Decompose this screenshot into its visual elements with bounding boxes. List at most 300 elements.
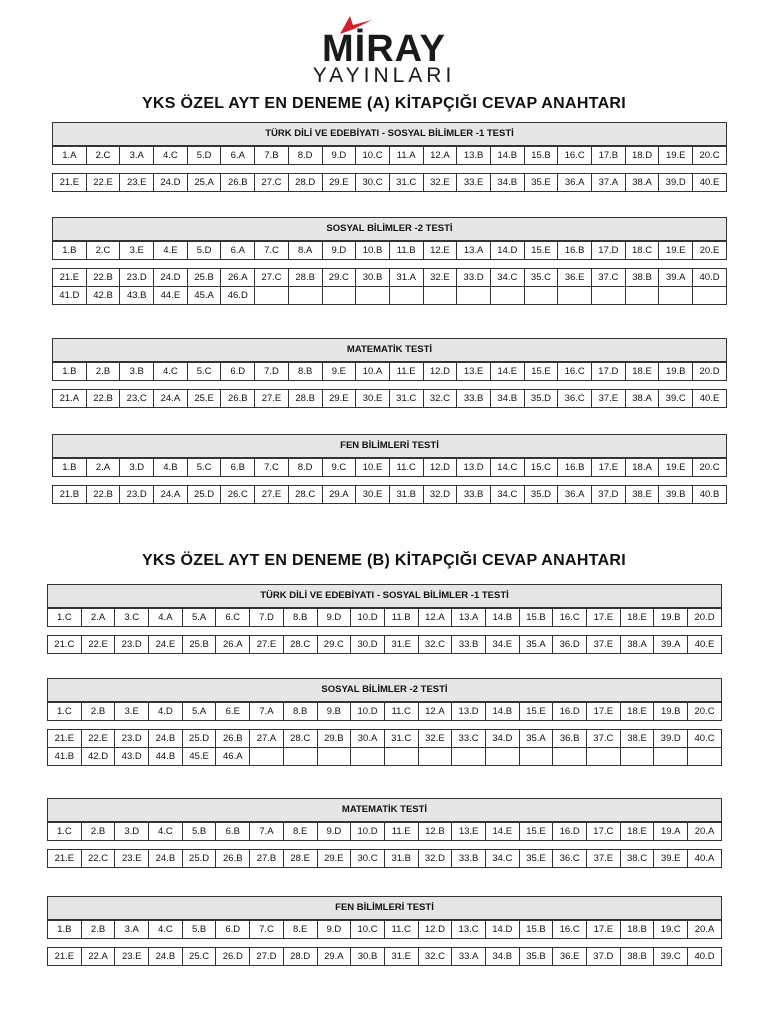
- answer-cell: 8.D: [288, 459, 322, 477]
- answer-cell: 6.B: [216, 823, 250, 841]
- answer-cell: 25.A: [187, 174, 221, 192]
- answer-cell: 7.C: [250, 921, 284, 939]
- answer-cell: 27.E: [250, 636, 284, 654]
- answer-cell: 26.B: [221, 174, 255, 192]
- answer-cell: 41.D: [53, 287, 87, 305]
- publisher-logo: [0, 12, 768, 86]
- answer-cell: 36.A: [558, 174, 592, 192]
- answer-cell: 3.E: [120, 242, 154, 260]
- answer-cell: 28.C: [283, 636, 317, 654]
- answer-cell: 20.E: [693, 242, 727, 260]
- answer-cell: 32.C: [418, 948, 452, 966]
- answer-row: [52, 458, 727, 477]
- answer-cell: 30.A: [351, 730, 385, 748]
- answer-cell: 24.A: [154, 390, 188, 408]
- answer-cell: 45.A: [187, 287, 221, 305]
- answer-cell: 10.B: [356, 242, 390, 260]
- answer-cell: 6.D: [221, 363, 255, 381]
- answer-cell: 39.A: [659, 269, 693, 287]
- answer-cell: 32.E: [418, 730, 452, 748]
- answer-cell: 20.C: [693, 147, 727, 165]
- answer-cell: 37.A: [592, 174, 626, 192]
- section-title: SOSYAL BİLİMLER -2 TESTİ: [52, 217, 727, 241]
- answer-cell: 24.B: [149, 730, 183, 748]
- answer-cell: 39.C: [659, 390, 693, 408]
- answer-cell: 40.E: [693, 174, 727, 192]
- empty-cell: [693, 287, 727, 305]
- answer-cell: 37.E: [587, 850, 621, 868]
- answer-cell: 34.C: [490, 269, 524, 287]
- booklet-b-section-3: [47, 798, 722, 868]
- section-title: MATEMATİK TESTİ: [47, 798, 722, 822]
- logo-main-text: MİRAY: [322, 28, 446, 70]
- answer-cell: 15.E: [519, 823, 553, 841]
- answer-cell: 22.C: [81, 850, 115, 868]
- answer-cell: 40.D: [688, 948, 722, 966]
- answer-cell: 4.C: [149, 921, 183, 939]
- answer-cell: 9.D: [322, 147, 356, 165]
- answer-cell: 17.C: [587, 823, 621, 841]
- answer-cell: 31.E: [384, 636, 418, 654]
- answer-cell: 37.E: [587, 636, 621, 654]
- answer-cell: 19.A: [654, 823, 688, 841]
- answer-cell: 2.C: [86, 147, 120, 165]
- answer-cell: 44.B: [149, 748, 183, 766]
- answer-cell: 19.C: [654, 921, 688, 939]
- answer-cell: 46.A: [216, 748, 250, 766]
- answer-row: [47, 947, 722, 966]
- answer-cell: 5.D: [187, 242, 221, 260]
- answer-cell: 7.C: [255, 242, 289, 260]
- answer-cell: 30.E: [356, 390, 390, 408]
- answer-cell: 36.E: [558, 269, 592, 287]
- answer-cell: 8.B: [283, 609, 317, 627]
- answer-cell: 5.B: [182, 823, 216, 841]
- answer-cell: 19.E: [659, 147, 693, 165]
- answer-cell: 40.B: [693, 486, 727, 504]
- answer-row: [47, 635, 722, 654]
- answer-cell: 16.D: [553, 823, 587, 841]
- empty-cell: [418, 748, 452, 766]
- answer-cell: 22.B: [86, 486, 120, 504]
- empty-cell: [524, 287, 558, 305]
- answer-cell: 8.A: [288, 242, 322, 260]
- answer-row: [47, 702, 722, 721]
- answer-cell: 25.B: [187, 269, 221, 287]
- empty-cell: [490, 287, 524, 305]
- answer-cell: 21.E: [48, 948, 82, 966]
- answer-cell: 2.B: [81, 823, 115, 841]
- empty-cell: [356, 287, 390, 305]
- answer-row: [47, 608, 722, 627]
- answer-cell: 34.D: [485, 730, 519, 748]
- answer-cell: 42.B: [86, 287, 120, 305]
- answer-cell: 42.D: [81, 748, 115, 766]
- booklet-b-section-2: [47, 678, 722, 766]
- empty-cell: [625, 287, 659, 305]
- answer-cell: 27.D: [250, 948, 284, 966]
- answer-cell: 14.E: [490, 363, 524, 381]
- answer-cell: 35.E: [519, 850, 553, 868]
- answer-cell: 31.B: [384, 850, 418, 868]
- answer-cell: 2.B: [86, 363, 120, 381]
- answer-cell: 17.E: [587, 609, 621, 627]
- answer-row: [52, 146, 727, 165]
- answer-cell: 26.D: [216, 948, 250, 966]
- answer-cell: 29.C: [322, 269, 356, 287]
- answer-cell: 3.B: [120, 363, 154, 381]
- answer-cell: 32.C: [418, 636, 452, 654]
- answer-cell: 18.E: [620, 823, 654, 841]
- answer-cell: 35.D: [524, 390, 558, 408]
- answer-cell: 20.C: [693, 459, 727, 477]
- answer-cell: 40.A: [688, 850, 722, 868]
- empty-cell: [519, 748, 553, 766]
- answer-cell: 22.E: [81, 730, 115, 748]
- answer-cell: 3.A: [120, 147, 154, 165]
- answer-cell: 28.B: [288, 390, 322, 408]
- answer-cell: 41.B: [48, 748, 82, 766]
- answer-cell: 34.B: [490, 174, 524, 192]
- answer-cell: 26.A: [216, 636, 250, 654]
- answer-cell: 25.D: [182, 730, 216, 748]
- answer-cell: 30.D: [351, 636, 385, 654]
- empty-cell: [384, 748, 418, 766]
- answer-cell: 37.D: [592, 486, 626, 504]
- answer-cell: 29.E: [317, 850, 351, 868]
- answer-cell: 11.B: [389, 242, 423, 260]
- answer-cell: 7.D: [255, 363, 289, 381]
- answer-cell: 26.C: [221, 486, 255, 504]
- answer-cell: 17.E: [587, 703, 621, 721]
- answer-cell: 19.E: [659, 459, 693, 477]
- answer-cell: 9.E: [322, 363, 356, 381]
- empty-cell: [558, 287, 592, 305]
- answer-cell: 33.B: [457, 486, 491, 504]
- answer-cell: 27.C: [255, 269, 289, 287]
- answer-cell: 9.D: [322, 242, 356, 260]
- answer-cell: 13.D: [457, 459, 491, 477]
- answer-cell: 14.D: [490, 242, 524, 260]
- answer-cell: 12.A: [423, 147, 457, 165]
- answer-cell: 4.C: [154, 147, 188, 165]
- answer-row: [47, 849, 722, 868]
- empty-cell: [620, 748, 654, 766]
- answer-cell: 6.A: [221, 147, 255, 165]
- answer-cell: 43.B: [120, 287, 154, 305]
- answer-cell: 8.B: [283, 703, 317, 721]
- answer-cell: 9.D: [317, 823, 351, 841]
- answer-cell: 24.B: [149, 948, 183, 966]
- answer-cell: 18.E: [625, 363, 659, 381]
- booklet-b-section-4: [47, 896, 722, 966]
- answer-cell: 7.A: [250, 823, 284, 841]
- booklet-a-section-1: [52, 122, 727, 192]
- answer-cell: 33.D: [457, 269, 491, 287]
- answer-cell: 29.A: [317, 948, 351, 966]
- answer-cell: 12.E: [423, 242, 457, 260]
- answer-cell: 21.C: [48, 636, 82, 654]
- booklet-a-section-2: [52, 217, 727, 305]
- answer-cell: 19.E: [659, 242, 693, 260]
- answer-cell: 7.D: [250, 609, 284, 627]
- answer-cell: 16.C: [558, 147, 592, 165]
- answer-cell: 23.D: [115, 730, 149, 748]
- answer-cell: 36.C: [553, 850, 587, 868]
- answer-cell: 2.A: [86, 459, 120, 477]
- empty-cell: [553, 748, 587, 766]
- answer-cell: 20.C: [688, 703, 722, 721]
- answer-cell: 3.A: [115, 921, 149, 939]
- answer-cell: 33.B: [452, 636, 486, 654]
- answer-cell: 29.C: [317, 636, 351, 654]
- empty-cell: [592, 287, 626, 305]
- answer-cell: 27.E: [255, 486, 289, 504]
- answer-cell: 21.E: [48, 730, 82, 748]
- answer-cell: 21.A: [53, 390, 87, 408]
- answer-cell: 23.E: [120, 174, 154, 192]
- answer-cell: 21.E: [53, 269, 87, 287]
- answer-cell: 44.E: [154, 287, 188, 305]
- answer-cell: 23.E: [115, 948, 149, 966]
- answer-cell: 11.A: [389, 147, 423, 165]
- answer-cell: 31.C: [389, 390, 423, 408]
- answer-cell: 8.E: [283, 921, 317, 939]
- answer-cell: 32.D: [423, 486, 457, 504]
- answer-cell: 25.B: [182, 636, 216, 654]
- answer-cell: 28.B: [288, 269, 322, 287]
- answer-cell: 28.E: [283, 850, 317, 868]
- answer-cell: 20.D: [693, 363, 727, 381]
- answer-row: [52, 362, 727, 381]
- answer-cell: 13.D: [452, 703, 486, 721]
- empty-cell: [351, 748, 385, 766]
- answer-cell: 10.D: [351, 609, 385, 627]
- answer-cell: 12.D: [423, 363, 457, 381]
- answer-cell: 35.A: [519, 636, 553, 654]
- answer-cell: 4.B: [154, 459, 188, 477]
- answer-cell: 1.B: [53, 363, 87, 381]
- answer-cell: 30.C: [351, 850, 385, 868]
- answer-cell: 25.C: [182, 948, 216, 966]
- answer-cell: 18.B: [620, 921, 654, 939]
- answer-cell: 32.D: [418, 850, 452, 868]
- section-title: TÜRK DİLİ VE EDEBİYATI - SOSYAL BİLİMLER -1 TESTİ: [47, 584, 722, 608]
- answer-cell: 23.D: [120, 269, 154, 287]
- answer-cell: 14.B: [490, 147, 524, 165]
- answer-cell: 18.C: [625, 242, 659, 260]
- answer-row: [52, 241, 727, 260]
- answer-cell: 4.D: [149, 703, 183, 721]
- answer-cell: 23.E: [115, 850, 149, 868]
- answer-cell: 38.A: [625, 174, 659, 192]
- answer-cell: 30.B: [351, 948, 385, 966]
- answer-cell: 5.A: [182, 609, 216, 627]
- answer-cell: 24.D: [154, 269, 188, 287]
- booklet-a-title: YKS ÖZEL AYT EN DENEME (A) KİTAPÇIĞI CEVAP ANAHTARI: [141, 95, 627, 112]
- answer-cell: 5.C: [187, 459, 221, 477]
- answer-cell: 25.D: [182, 850, 216, 868]
- answer-cell: 17.D: [592, 242, 626, 260]
- answer-cell: 14.B: [485, 703, 519, 721]
- answer-cell: 40.E: [688, 636, 722, 654]
- answer-cell: 12.A: [418, 703, 452, 721]
- answer-cell: 9.B: [317, 703, 351, 721]
- empty-cell: [654, 748, 688, 766]
- answer-cell: 7.C: [255, 459, 289, 477]
- answer-cell: 9.D: [317, 921, 351, 939]
- answer-cell: 1.C: [48, 703, 82, 721]
- answer-row: [52, 485, 727, 504]
- section-title: MATEMATİK TESTİ: [52, 338, 727, 362]
- answer-cell: 14.B: [485, 609, 519, 627]
- answer-cell: 35.C: [524, 269, 558, 287]
- answer-cell: 2.A: [81, 609, 115, 627]
- answer-cell: 18.A: [625, 459, 659, 477]
- answer-cell: 25.E: [187, 390, 221, 408]
- answer-cell: 21.E: [53, 174, 87, 192]
- answer-cell: 11.E: [389, 363, 423, 381]
- answer-cell: 31.B: [389, 486, 423, 504]
- answer-cell: 15.E: [519, 703, 553, 721]
- empty-cell: [288, 287, 322, 305]
- answer-cell: 8.E: [283, 823, 317, 841]
- answer-cell: 4.C: [149, 823, 183, 841]
- answer-cell: 22.E: [81, 636, 115, 654]
- answer-cell: 1.C: [48, 823, 82, 841]
- empty-cell: [587, 748, 621, 766]
- answer-cell: 4.E: [154, 242, 188, 260]
- answer-row: [47, 729, 722, 766]
- answer-cell: 36.C: [558, 390, 592, 408]
- answer-cell: 20.A: [688, 823, 722, 841]
- answer-cell: 13.E: [452, 823, 486, 841]
- answer-cell: 18.E: [620, 703, 654, 721]
- answer-cell: 13.A: [452, 609, 486, 627]
- answer-cell: 3.E: [115, 703, 149, 721]
- answer-cell: 34.B: [485, 948, 519, 966]
- answer-cell: 46.D: [221, 287, 255, 305]
- answer-cell: 33.C: [452, 730, 486, 748]
- answer-cell: 8.B: [288, 363, 322, 381]
- answer-cell: 22.A: [81, 948, 115, 966]
- answer-cell: 40.C: [688, 730, 722, 748]
- answer-cell: 28.C: [288, 486, 322, 504]
- empty-cell: [283, 748, 317, 766]
- answer-cell: 15.E: [524, 242, 558, 260]
- answer-cell: 30.C: [356, 174, 390, 192]
- answer-cell: 39.D: [654, 730, 688, 748]
- section-title: FEN BİLİMLERİ TESTİ: [47, 896, 722, 920]
- answer-cell: 26.A: [221, 269, 255, 287]
- answer-cell: 32.E: [423, 269, 457, 287]
- answer-cell: 24.B: [149, 850, 183, 868]
- empty-cell: [659, 287, 693, 305]
- answer-cell: 37.E: [592, 390, 626, 408]
- answer-cell: 5.C: [187, 363, 221, 381]
- answer-cell: 38.E: [620, 730, 654, 748]
- answer-cell: 38.B: [620, 948, 654, 966]
- answer-row: [52, 389, 727, 408]
- answer-cell: 37.C: [592, 269, 626, 287]
- answer-cell: 12.A: [418, 609, 452, 627]
- answer-row: [47, 822, 722, 841]
- section-title: SOSYAL BİLİMLER -2 TESTİ: [47, 678, 722, 702]
- answer-cell: 32.C: [423, 390, 457, 408]
- answer-cell: 33.B: [457, 390, 491, 408]
- empty-cell: [485, 748, 519, 766]
- answer-cell: 2.B: [81, 921, 115, 939]
- answer-cell: 14.E: [485, 823, 519, 841]
- answer-cell: 11.C: [384, 703, 418, 721]
- answer-cell: 13.C: [452, 921, 486, 939]
- answer-cell: 22.B: [86, 269, 120, 287]
- answer-cell: 33.E: [457, 174, 491, 192]
- answer-cell: 20.D: [688, 609, 722, 627]
- empty-cell: [317, 748, 351, 766]
- answer-cell: 40.D: [693, 269, 727, 287]
- answer-cell: 18.D: [625, 147, 659, 165]
- answer-cell: 19.B: [654, 703, 688, 721]
- answer-cell: 8.D: [288, 147, 322, 165]
- answer-cell: 11.E: [384, 823, 418, 841]
- empty-cell: [255, 287, 289, 305]
- answer-cell: 23.D: [115, 636, 149, 654]
- answer-cell: 34.B: [490, 390, 524, 408]
- answer-cell: 1.B: [53, 459, 87, 477]
- answer-cell: 36.D: [553, 636, 587, 654]
- answer-cell: 36.A: [558, 486, 592, 504]
- answer-cell: 4.A: [149, 609, 183, 627]
- answer-cell: 12.D: [418, 921, 452, 939]
- answer-cell: 24.E: [149, 636, 183, 654]
- answer-cell: 20.A: [688, 921, 722, 939]
- answer-cell: 5.B: [182, 921, 216, 939]
- answer-cell: 36.E: [553, 948, 587, 966]
- answer-cell: 3.D: [115, 823, 149, 841]
- answer-cell: 43.D: [115, 748, 149, 766]
- answer-cell: 2.C: [86, 242, 120, 260]
- answer-cell: 29.E: [322, 390, 356, 408]
- answer-cell: 7.B: [255, 147, 289, 165]
- empty-cell: [457, 287, 491, 305]
- answer-cell: 9.C: [322, 459, 356, 477]
- answer-cell: 19.B: [659, 363, 693, 381]
- answer-cell: 45.E: [182, 748, 216, 766]
- answer-cell: 22.B: [86, 390, 120, 408]
- answer-cell: 17.E: [587, 921, 621, 939]
- answer-cell: 3.C: [115, 609, 149, 627]
- answer-cell: 2.B: [81, 703, 115, 721]
- answer-cell: 32.E: [423, 174, 457, 192]
- answer-cell: 17.D: [592, 363, 626, 381]
- answer-cell: 30.B: [356, 269, 390, 287]
- booklet-b-title: YKS ÖZEL AYT EN DENEME (B) KİTAPÇIĞI CEVAP ANAHTARI: [141, 552, 627, 569]
- answer-cell: 15.B: [524, 147, 558, 165]
- answer-cell: 15.B: [519, 921, 553, 939]
- answer-cell: 22.E: [86, 174, 120, 192]
- answer-cell: 6.E: [216, 703, 250, 721]
- answer-cell: 16.C: [558, 363, 592, 381]
- answer-row: [52, 173, 727, 192]
- answer-cell: 5.A: [182, 703, 216, 721]
- answer-cell: 9.D: [317, 609, 351, 627]
- answer-cell: 11.C: [389, 459, 423, 477]
- answer-cell: 26.B: [216, 850, 250, 868]
- answer-cell: 34.C: [485, 850, 519, 868]
- empty-cell: [389, 287, 423, 305]
- logo-sub-text: YAYINLARI: [312, 64, 456, 87]
